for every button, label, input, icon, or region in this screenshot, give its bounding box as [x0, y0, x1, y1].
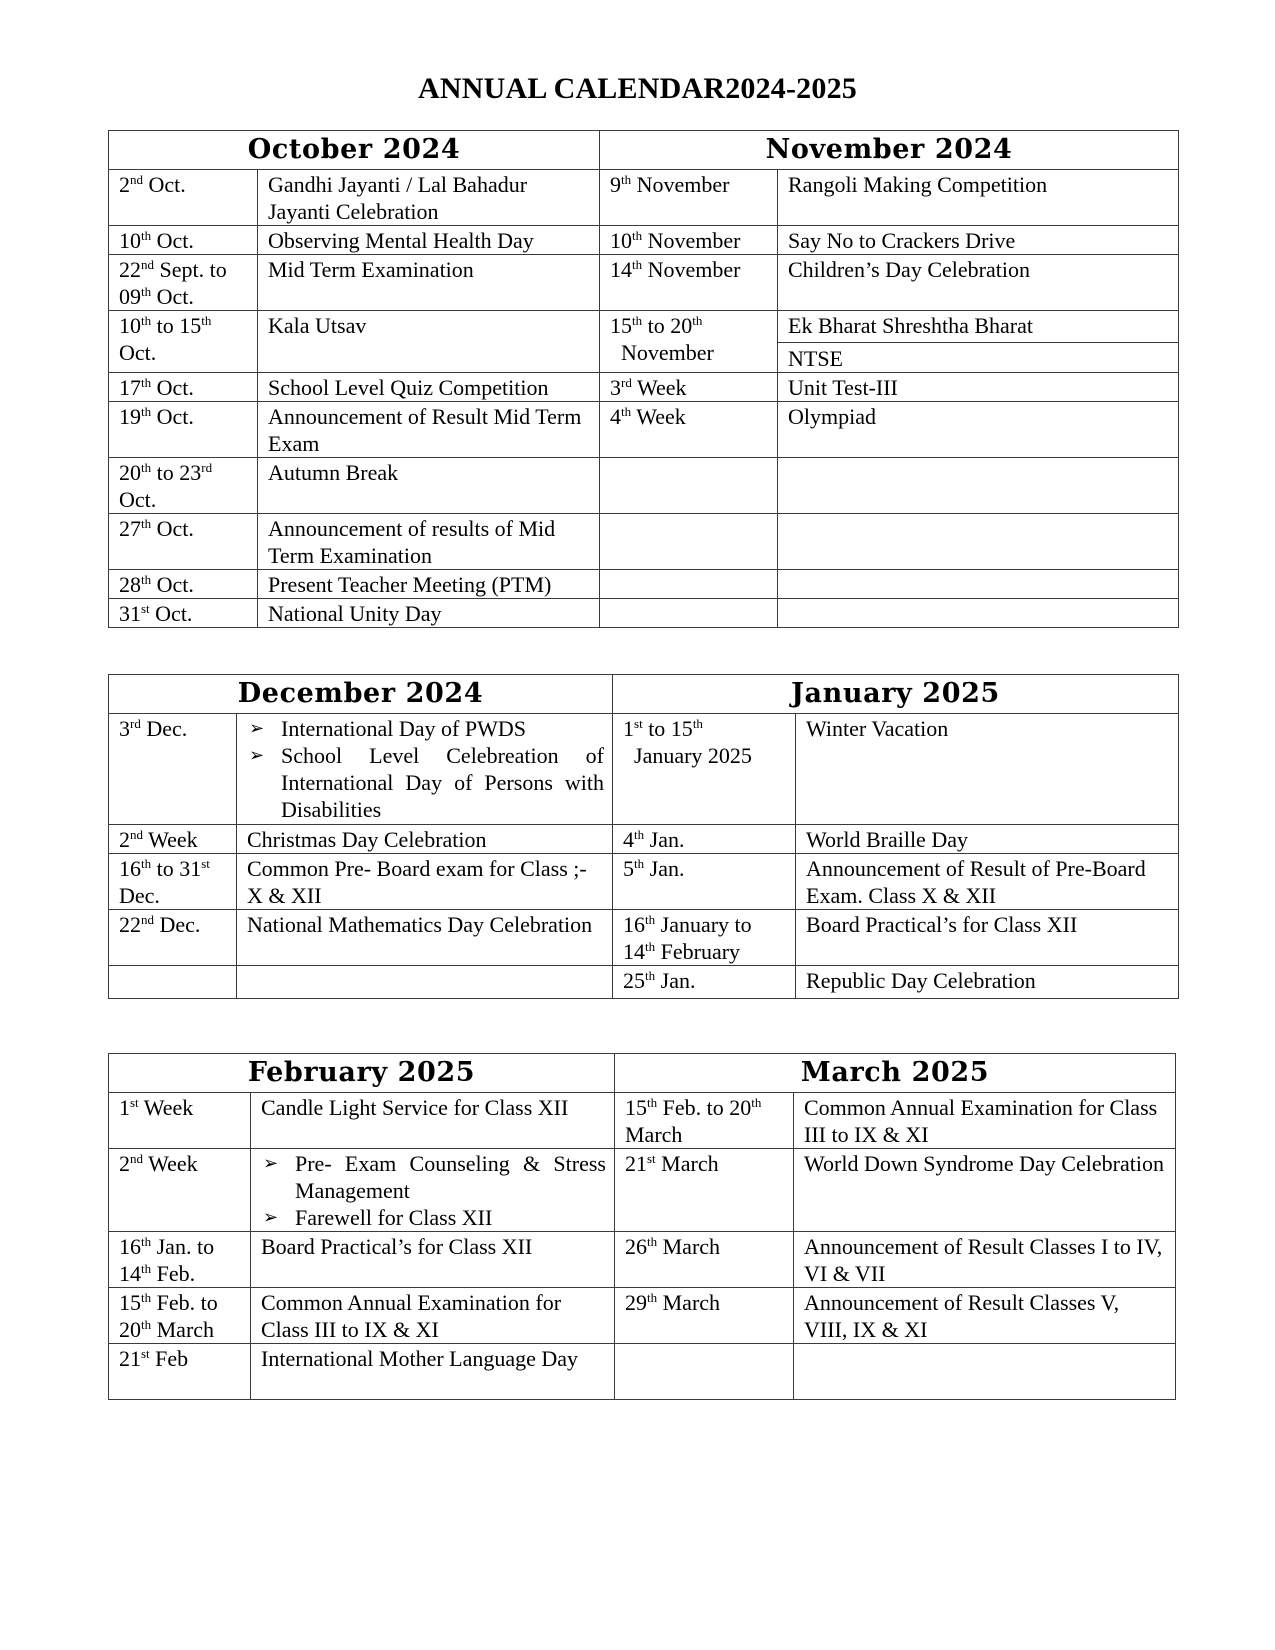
- date-cell: 10th to 15th Oct.: [109, 311, 258, 373]
- date-cell: 4th Week: [600, 402, 778, 458]
- page-title: ANNUAL CALENDAR2024-2025: [418, 72, 857, 105]
- event-cell: Mid Term Examination: [258, 255, 600, 311]
- date-cell: 19th Oct.: [109, 402, 258, 458]
- date-cell: 1st Week: [109, 1093, 251, 1149]
- arrowhead-bullet-icon: ➢: [263, 1153, 279, 1174]
- event-cell: Announcement of results of Mid Term Examination: [258, 514, 600, 570]
- event-item: NTSE: [788, 346, 843, 371]
- date-cell: 31st Oct.: [109, 599, 258, 628]
- month-header-march: March 2025: [615, 1054, 1176, 1093]
- calendar-table-feb-mar: [108, 1053, 1176, 1400]
- event-cell: Board Practical’s for Class XII: [796, 910, 1179, 966]
- event-cell: World Braille Day: [796, 825, 1179, 854]
- event-cell: Say No to Crackers Drive: [778, 226, 1179, 255]
- date-cell: 2nd Oct.: [109, 170, 258, 226]
- date-cell: 16th Jan. to 14th Feb.: [109, 1232, 251, 1288]
- event-cell: Board Practical’s for Class XII: [251, 1232, 615, 1288]
- month-header-december: December 2024: [109, 675, 613, 714]
- event-cell: Gandhi Jayanti / Lal Bahadur Jayanti Celebration: [258, 170, 600, 226]
- empty-cell: [600, 514, 778, 570]
- event-cell: Winter Vacation: [796, 714, 1179, 825]
- event-cell: [251, 1149, 615, 1232]
- month-header-february: February 2025: [109, 1054, 615, 1093]
- date-cell: 10th November: [600, 226, 778, 255]
- event-item: Ek Bharat Shreshtha Bharat: [778, 311, 1178, 343]
- bullet-item: ➢ International Day of PWDS: [249, 716, 526, 741]
- event-cell: School Level Quiz Competition: [258, 373, 600, 402]
- date-cell: 25th Jan.: [613, 966, 796, 999]
- date-cell: 3rd Dec.: [109, 714, 237, 825]
- event-cell: National Unity Day: [258, 599, 600, 628]
- event-cell: Unit Test-III: [778, 373, 1179, 402]
- event-cell: Announcement of Result Classes V, VIII, IX & XI: [794, 1288, 1176, 1344]
- bullet-item: ➢ Pre- Exam Counseling & Stress Management: [263, 1151, 606, 1203]
- event-cell: Observing Mental Health Day: [258, 226, 600, 255]
- date-cell: 16th to 31st Dec.: [109, 854, 237, 910]
- date-cell: 20th to 23rd Oct.: [109, 458, 258, 514]
- event-cell: Common Annual Examination for Class III to IX & XI: [251, 1288, 615, 1344]
- event-cell: Announcement of Result of Pre-Board Exam. Class X & XII: [796, 854, 1179, 910]
- date-cell: 21st Feb: [109, 1344, 251, 1400]
- date-cell: 22nd Sept. to 09th Oct.: [109, 255, 258, 311]
- date-cell: 17th Oct.: [109, 373, 258, 402]
- event-cell: Autumn Break: [258, 458, 600, 514]
- date-cell: 21st March: [615, 1149, 794, 1232]
- date-cell: 26th March: [615, 1232, 794, 1288]
- event-cell: Rangoli Making Competition: [778, 170, 1179, 226]
- empty-cell: [600, 458, 778, 514]
- date-cell: 15th Feb. to 20th March: [109, 1288, 251, 1344]
- event-cell: National Mathematics Day Celebration: [237, 910, 613, 966]
- empty-cell: [794, 1344, 1176, 1400]
- event-cell: [237, 714, 613, 825]
- month-header-november: November 2024: [600, 131, 1179, 170]
- date-cell: 28th Oct.: [109, 570, 258, 599]
- empty-cell: [615, 1344, 794, 1400]
- event-cell: Olympiad: [778, 402, 1179, 458]
- event-cell: Announcement of Result Mid Term Exam: [258, 402, 600, 458]
- date-cell: 10th Oct.: [109, 226, 258, 255]
- date-cell: 1st to 15th January 2025: [613, 714, 796, 825]
- event-cell: International Mother Language Day: [251, 1344, 615, 1400]
- bullet-item: ➢ School Level Celebreation of International Day of Persons with Disabilities: [249, 743, 605, 822]
- empty-cell: [778, 514, 1179, 570]
- date-cell: 16th January to 14th February: [613, 910, 796, 966]
- calendar-table-oct-nov: [108, 130, 1179, 628]
- month-header-january: January 2025: [613, 675, 1179, 714]
- date-cell: 29th March: [615, 1288, 794, 1344]
- empty-cell: [778, 599, 1179, 628]
- empty-cell: [778, 458, 1179, 514]
- date-cell: 2nd Week: [109, 1149, 251, 1232]
- date-cell: 3rd Week: [600, 373, 778, 402]
- date-cell: 9th November: [600, 170, 778, 226]
- event-cell: Republic Day Celebration: [796, 966, 1179, 999]
- event-cell: Present Teacher Meeting (PTM): [258, 570, 600, 599]
- calendar-table-dec-jan: [108, 674, 1179, 999]
- date-cell: 14th November: [600, 255, 778, 311]
- event-cell: Christmas Day Celebration: [237, 825, 613, 854]
- event-cell: Common Pre- Board exam for Class ;- X & XII: [237, 854, 613, 910]
- date-cell: 27th Oct.: [109, 514, 258, 570]
- date-cell: 5th Jan.: [613, 854, 796, 910]
- date-cell: 15th Feb. to 20th March: [615, 1093, 794, 1149]
- date-cell: 4th Jan.: [613, 825, 796, 854]
- arrowhead-bullet-icon: ➢: [263, 1207, 279, 1228]
- arrowhead-bullet-icon: ➢: [249, 718, 265, 739]
- empty-cell: [778, 570, 1179, 599]
- date-cell: 22nd Dec.: [109, 910, 237, 966]
- event-cell: Common Annual Examination for Class III to IX & XI: [794, 1093, 1176, 1149]
- empty-cell: [600, 570, 778, 599]
- empty-cell: [600, 599, 778, 628]
- event-cell: [778, 311, 1179, 373]
- month-header-october: October 2024: [109, 131, 600, 170]
- empty-cell: [109, 966, 237, 999]
- arrowhead-bullet-icon: ➢: [249, 745, 265, 766]
- bullet-item: ➢ Farewell for Class XII: [263, 1205, 493, 1230]
- date-cell: 2nd Week: [109, 825, 237, 854]
- event-cell: Children’s Day Celebration: [778, 255, 1179, 311]
- event-cell: Candle Light Service for Class XII: [251, 1093, 615, 1149]
- date-cell: 15th to 20th November: [600, 311, 778, 373]
- empty-cell: [237, 966, 613, 999]
- event-cell: Kala Utsav: [258, 311, 600, 373]
- event-cell: Announcement of Result Classes I to IV, VI & VII: [794, 1232, 1176, 1288]
- event-cell: World Down Syndrome Day Celebration: [794, 1149, 1176, 1232]
